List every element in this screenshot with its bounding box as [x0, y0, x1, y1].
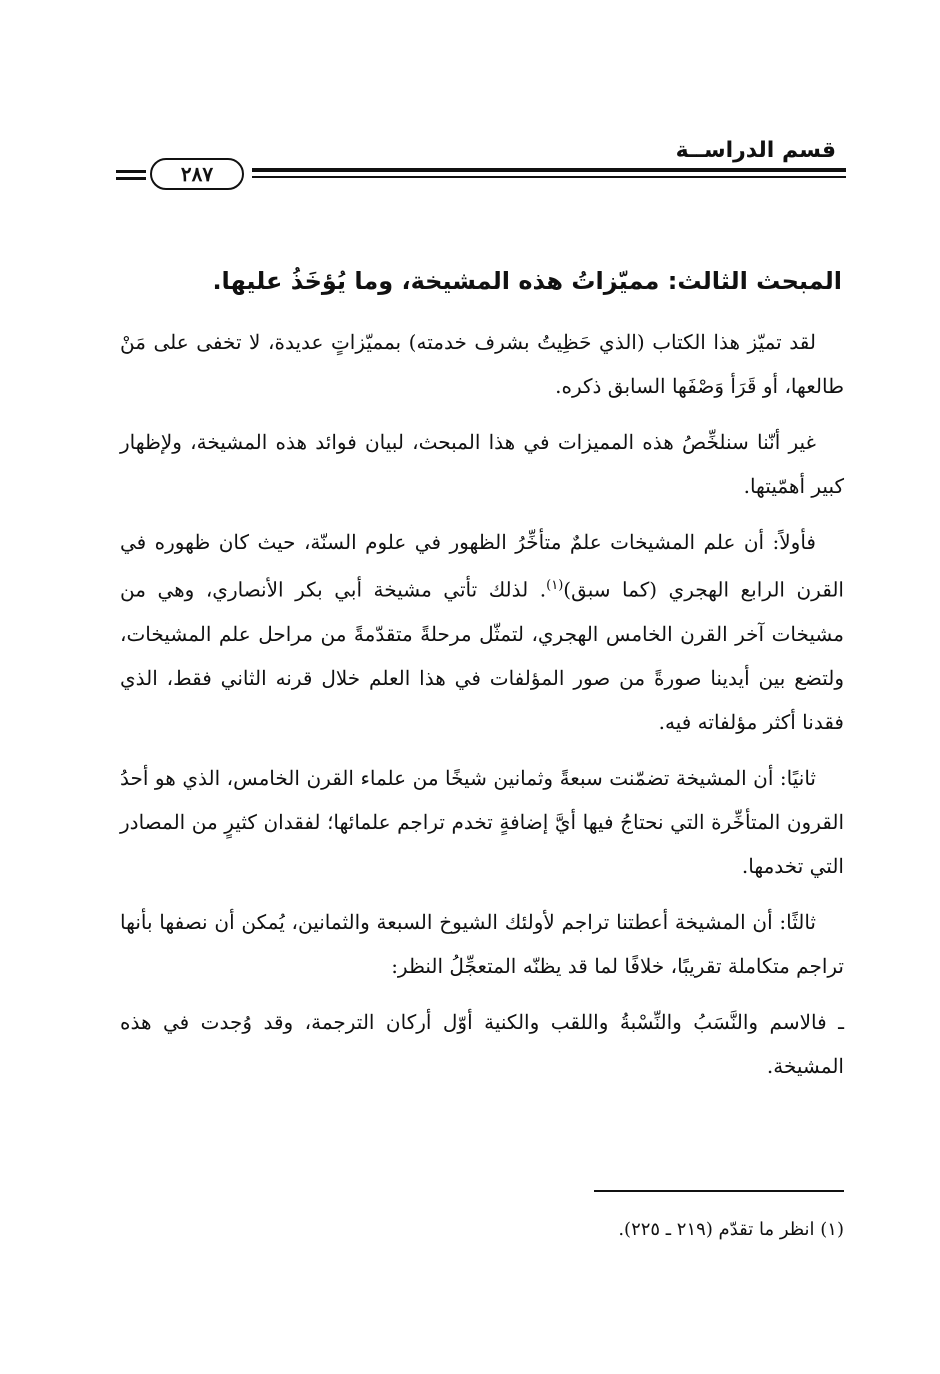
footnote: (١) انظر ما تقدّم (٢١٩ ـ ٢٢٥). [618, 1219, 844, 1240]
header-dash-bottom [116, 177, 146, 180]
paragraph-summary: غير أنّنا سنلخِّصُ هذه المميزات في هذا المبحث، لبيان فوائد هذه المشيخة، ولإظهار كبير أهمّيتها. [120, 430, 844, 498]
paragraph-point-one [120, 520, 844, 744]
paragraph-point-three: ثالثًا: أن المشيخة أعطتنا تراجم لأولئك الشيوخ السبعة والثمانين، يُمكن أن نصفها بأنها تراجم متكاملة تقريبًا، خلافًا لما قد يظنّه المتعجِّلُ النظر: [120, 909, 844, 978]
paragraph-point-three-item: ـ فالاسم والنَّسَبُ والنِّسْبةُ واللقب والكنية أوّل أركان الترجمة، وقد وُجدت في هذه المشيخة. [120, 1009, 844, 1078]
section-heading: المبحث الثالث: مميّزاتُ هذه المشيخة، وما يُؤخَذُ عليها. [212, 267, 842, 295]
header-rule-thick [252, 168, 846, 172]
header-dash-top [116, 170, 146, 173]
paragraph-point-two: ثانيًا: أن المشيخة تضمّنت سبعةً وثمانين شيخًا من علماء القرن الخامس، الذي هو أحدُ القرون المتأخِّرة التي نحتاجُ فيها أيَّ إضافةٍ تخدم تراجم علمائها؛ لفقدان كثيرٍ من المصادر التي تخدمها. [120, 765, 845, 878]
page-number: ٢٨٧ [180, 162, 214, 186]
main-text [120, 258, 844, 1100]
footnote-marker[interactable]: (١) [546, 578, 564, 593]
footnote-rule [594, 1190, 844, 1192]
running-title: قسم الدراســة [675, 138, 836, 163]
page-number-badge [150, 158, 244, 190]
point-one-text-a: فأولاً: أن علم المشيخات علمٌ متأخِّرُ الظهور في علوم السنّة، حيث كان ظهوره في القرن الرابع الهجري (كما سبق) [120, 530, 844, 602]
point-one-text-b: . لذلك تأتي مشيخة أبي بكر الأنصاري، وهي من مشيخات آخر القرن الخامس الهجري، لتمثّل مرحلةً متقدّمةً من مراحل علم المشيخات، ولتضع بين أيدينا صورةً من صور المؤلفات في هذا العلم خلال قرنه الثاني فقط، الذي فقدنا أكثر مؤلفاته فيه. [120, 577, 844, 734]
header-rule-thin [252, 176, 846, 178]
paragraph-intro: لقد تميّز هذا الكتاب (الذي حَظِيتُ بشرف خدمته) بمميّزاتٍ عديدة، لا تخفى على مَنْ طالعها، أو قَرَأ وَصْفَها السابق ذكره. [120, 330, 844, 398]
